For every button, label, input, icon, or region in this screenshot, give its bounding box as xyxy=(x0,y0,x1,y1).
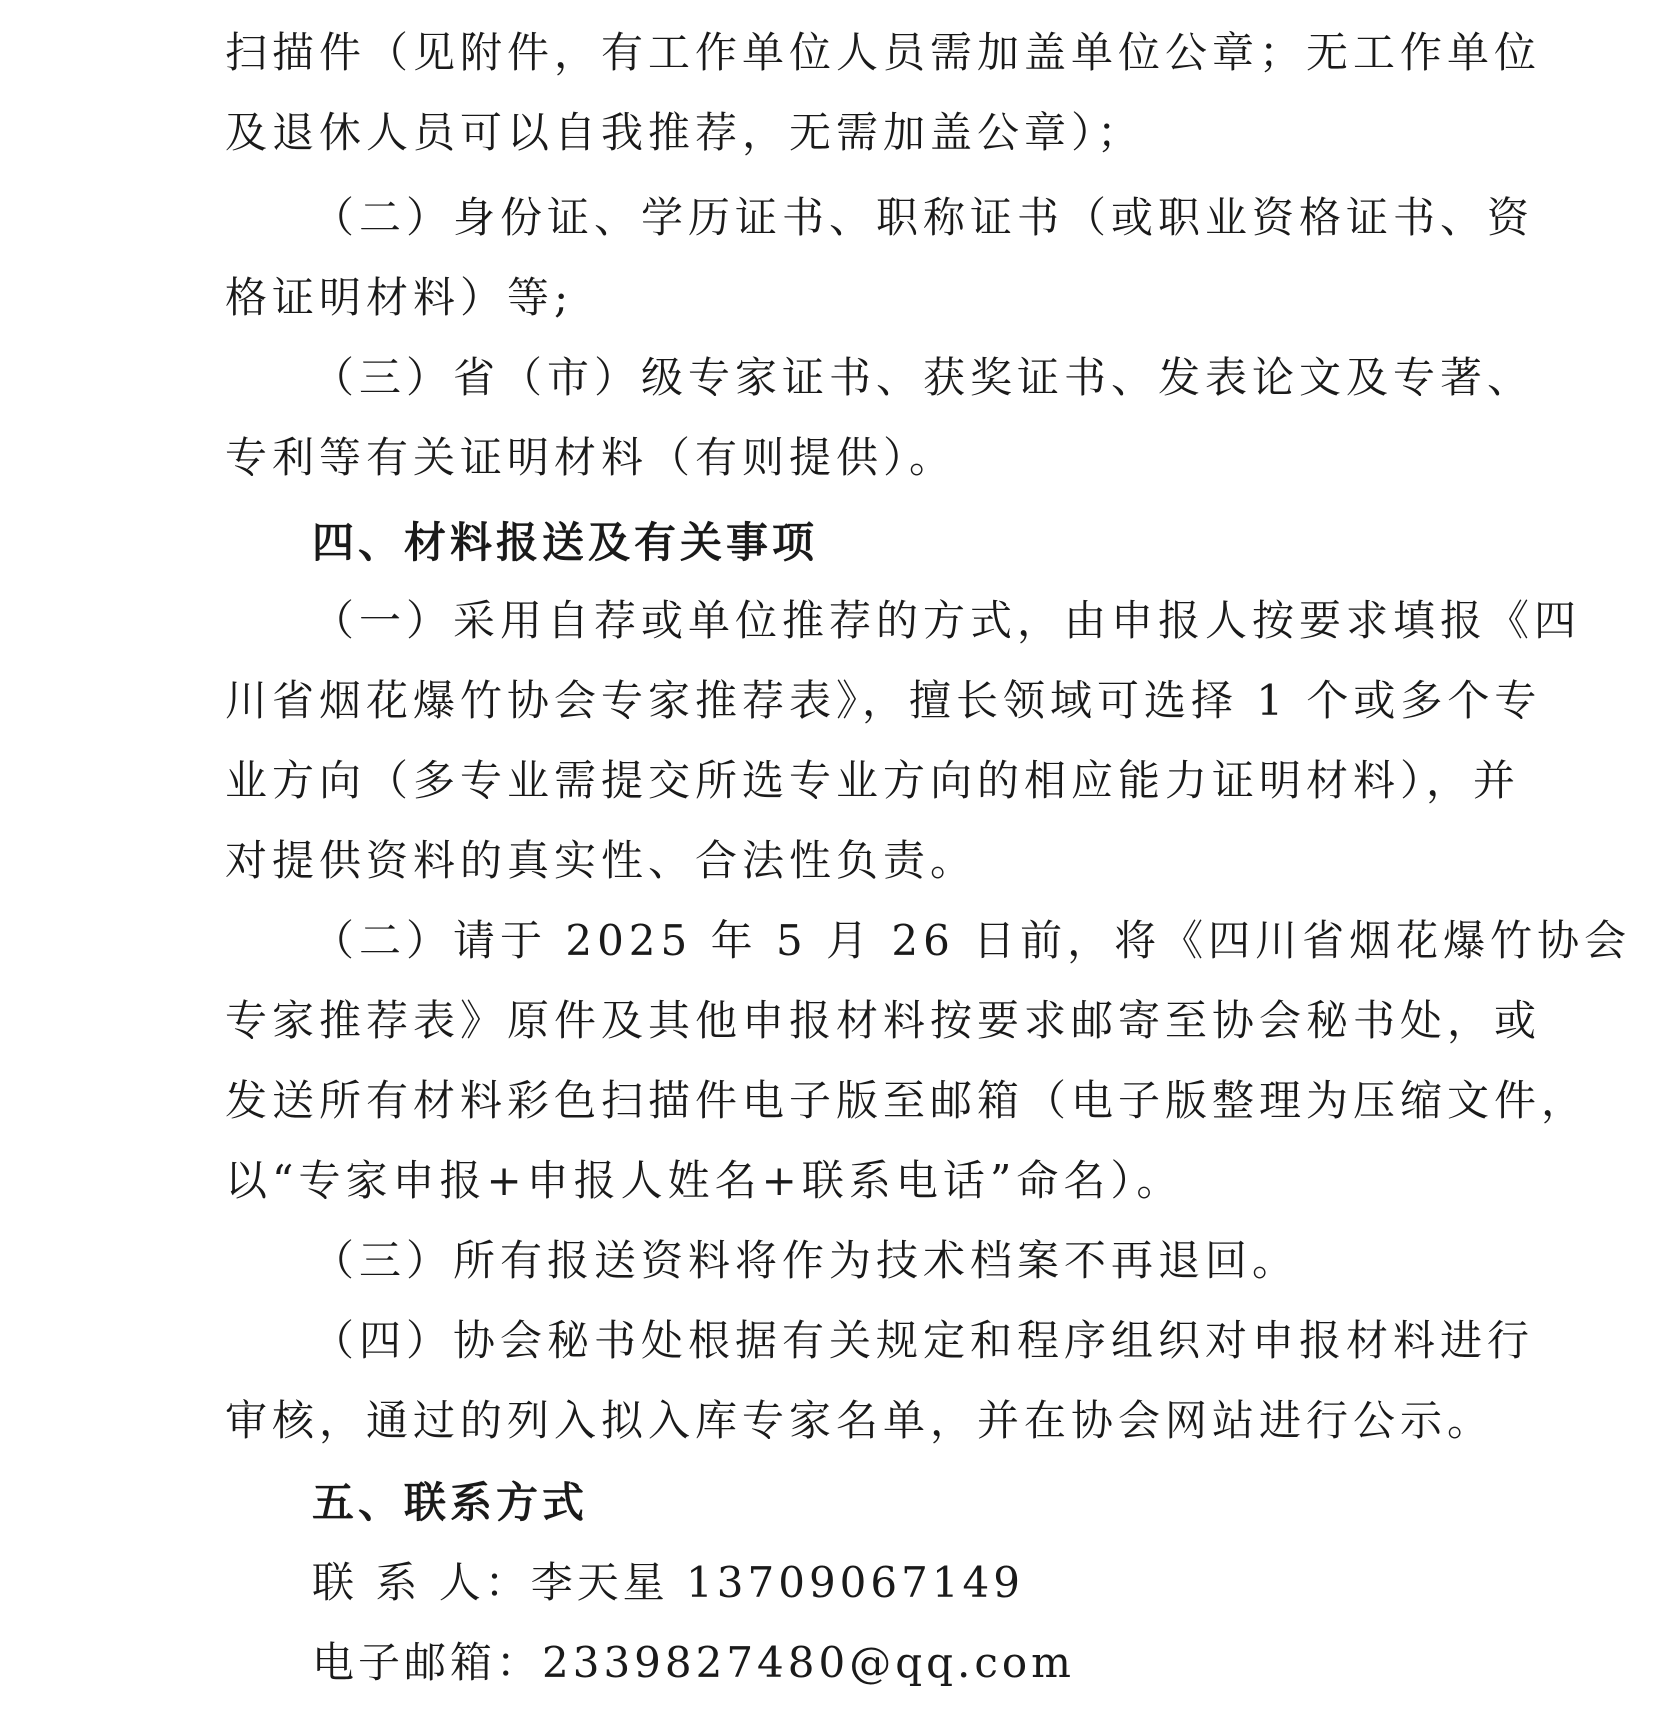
item-2-line: （二）请于 2025 年 5 月 26 日前，将《四川省烟花爆竹协会 xyxy=(312,916,1632,965)
paragraph-line: 业方向（多专业需提交所选专业方向的相应能力证明材料），并 xyxy=(225,756,1521,805)
paragraph-line: 对提供资料的真实性、合法性负责。 xyxy=(225,836,978,885)
paragraph-line: 专利等有关证明材料（有则提供）。 xyxy=(225,433,957,482)
paragraph-line: 扫描件（见附件，有工作单位人员需加盖单位公章；无工作单位 xyxy=(225,28,1542,77)
paragraph-line: 专家推荐表》原件及其他申报材料按要求邮寄至协会秘书处，或 xyxy=(225,996,1542,1045)
item-4-line: （四）协会秘书处根据有关规定和程序组织对申报材料进行 xyxy=(312,1316,1535,1365)
section-heading-4: 四、材料报送及有关事项 xyxy=(312,518,819,567)
paragraph-line: 及退休人员可以自我推荐，无需加盖公章）； xyxy=(225,108,1145,157)
section-heading-5: 五、联系方式 xyxy=(312,1478,589,1527)
contact-person: 联 系 人：李天星 13709067149 xyxy=(312,1558,1024,1607)
contact-email: 电子邮箱：2339827480@qq.com xyxy=(312,1638,1075,1687)
paragraph-line: 以“专家申报+申报人姓名+联系电话”命名）。 xyxy=(225,1156,1184,1205)
paragraph-line: 川省烟花爆竹协会专家推荐表》，擅长领域可选择 1 个或多个专 xyxy=(225,676,1542,725)
paragraph-line: 发送所有材料彩色扫描件电子版至邮箱（电子版整理为压缩文件， xyxy=(225,1076,1589,1125)
paragraph-line: 格证明材料）等; xyxy=(225,273,574,322)
item-3-line: （三）所有报送资料将作为技术档案不再退回。 xyxy=(312,1236,1300,1285)
paragraph-line: 审核，通过的列入拟入库专家名单，并在协会网站进行公示。 xyxy=(225,1396,1495,1445)
item-1-line: （一）采用自荐或单位推荐的方式，由申报人按要求填报《四 xyxy=(312,596,1582,645)
item-3-line: （三）省（市）级专家证书、获奖证书、发表论文及专著、 xyxy=(312,353,1535,402)
item-2-line: （二）身份证、学历证书、职称证书（或职业资格证书、资 xyxy=(312,193,1535,242)
